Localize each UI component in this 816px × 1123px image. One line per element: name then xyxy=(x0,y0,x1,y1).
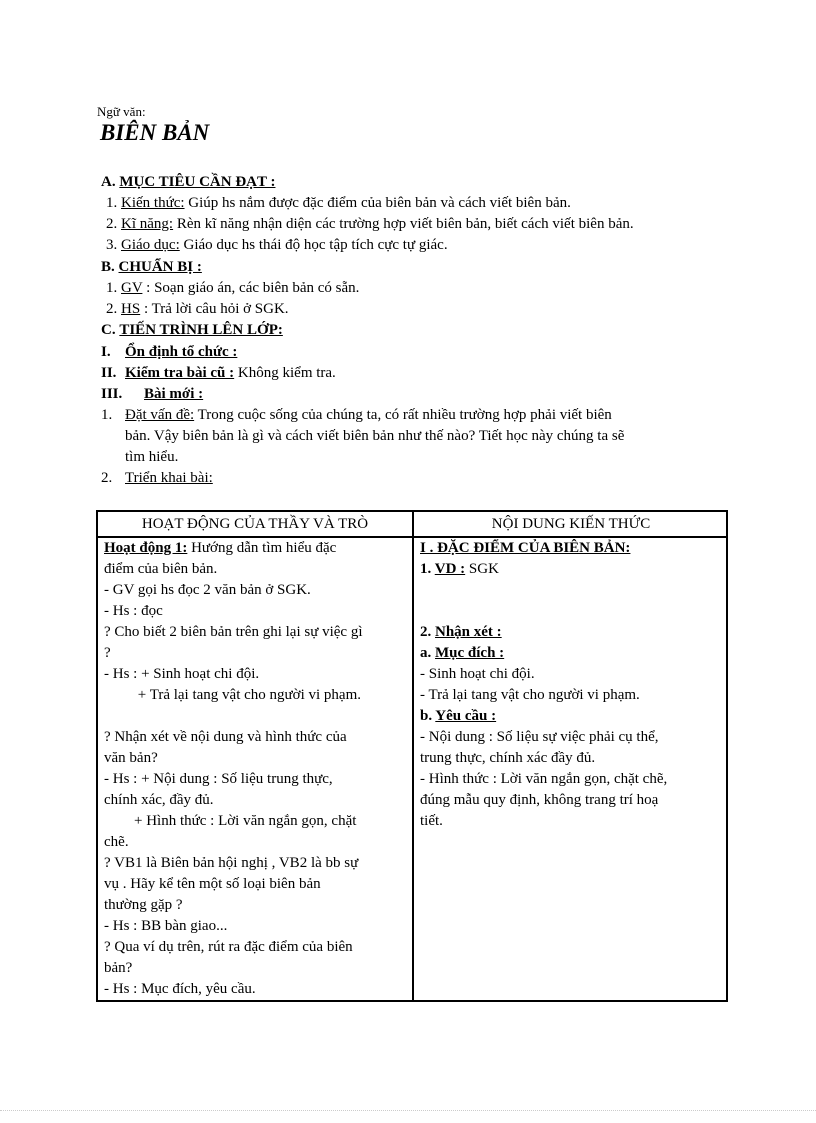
roman-item-2: II. Kiểm tra bài cũ : Không kiểm tra. xyxy=(101,365,336,381)
left-line: ? VB1 là Biên bản hội nghị , VB2 là bb sự xyxy=(104,855,359,871)
right-line: trung thực, chính xác đầy đủ. xyxy=(420,750,596,766)
roman-item-3: III. Bài mới : xyxy=(101,386,204,402)
muc-dich-heading: a. Mục đích : xyxy=(420,645,505,661)
knowledge-heading: I . ĐẶC ĐIỂM CỦA BIÊN BẢN: xyxy=(420,540,631,556)
section-a-item-2: 2. Kĩ năng: Rèn kĩ năng nhận diện các trường hợp viết biên bản, biết cách viết biên bản. xyxy=(106,216,634,232)
yeu-cau-heading: b. Yêu cầu : xyxy=(420,708,497,724)
step-1-line-2: bản. Vậy biên bản là gì và cách viết biên bản như thế nào? Tiết học này chúng ta sẽ xyxy=(125,428,625,444)
table-header-right: NỘI DUNG KIẾN THỨC xyxy=(491,516,651,532)
table-header-left: HOẠT ĐỘNG CỦA THẦY VÀ TRÒ xyxy=(141,516,369,532)
left-line xyxy=(104,706,363,727)
section-c-heading: C. TIẾN TRÌNH LÊN LỚP: xyxy=(101,322,283,338)
step-1-line-1: 1. Đặt vấn đề: Trong cuộc sống của chúng ta, có rất nhiều trường hợp phải viết biên xyxy=(101,407,612,423)
section-b-heading: B. CHUẨN BỊ : xyxy=(101,259,202,275)
subject-label: Ngữ văn: xyxy=(97,104,146,119)
section-a-heading: A. MỤC TIÊU CẦN ĐẠT : xyxy=(101,174,276,190)
right-line: - Nội dung : Số liệu sự việc phải cụ thể, xyxy=(420,729,659,745)
table-left-cell xyxy=(104,538,363,1000)
left-line: văn bản? xyxy=(104,750,158,766)
left-line: vụ . Hãy kể tên một số loại biên bản xyxy=(104,876,321,892)
page-title: BIÊN BẢN xyxy=(100,120,210,145)
left-line: chẽ. xyxy=(104,834,129,850)
left-line: - Hs : Mục đích, yêu cầu. xyxy=(104,981,256,997)
left-line: ? Cho biết 2 biên bản trên ghi lại sự việc gì xyxy=(104,624,363,640)
left-line: - Hs : + Nội dung : Số liệu trung thực, xyxy=(104,771,333,787)
left-line: - Hs : + Sinh hoạt chi đội. xyxy=(104,666,260,682)
section-b-item-1: 1. GV : Soạn giáo án, các biên bản có sẵn. xyxy=(106,280,360,296)
right-line: - Hình thức : Lời văn ngắn gọn, chặt chẽ, xyxy=(420,771,668,787)
right-line: - Trả lại tang vật cho người vi phạm. xyxy=(420,687,640,703)
right-line: - Sinh hoạt chi đội. xyxy=(420,666,535,682)
right-line: tiết. xyxy=(420,813,443,829)
left-line: bản? xyxy=(104,960,133,976)
right-line: đúng mẫu quy định, không trang trí hoạ xyxy=(420,792,659,808)
left-line: điểm của biên bản. xyxy=(104,561,218,577)
table-column-divider xyxy=(412,512,414,1000)
activity-heading: Hoạt động 1: Hướng dẫn tìm hiểu đặc xyxy=(104,540,337,556)
left-line: ? Nhận xét về nội dung và hình thức của xyxy=(104,729,347,745)
left-line: chính xác, đầy đủ. xyxy=(104,792,214,808)
left-line: ? Qua ví dụ trên, rút ra đặc điểm của biên xyxy=(104,939,353,955)
page-bottom-rule xyxy=(0,1110,816,1111)
left-line: - Hs : BB bàn giao... xyxy=(104,918,228,934)
left-line: - GV gọi hs đọc 2 văn bản ở SGK. xyxy=(104,582,311,598)
left-line: + Hình thức : Lời văn ngắn gọn, chặt xyxy=(104,813,357,829)
table-right-cell xyxy=(420,538,667,832)
section-a-item-3: 3. Giáo dục: Giáo dục hs thái độ học tập tích cực tự giác. xyxy=(106,237,448,253)
left-line: - Hs : đọc xyxy=(104,603,163,619)
step-2: 2. Triển khai bài: xyxy=(101,470,213,486)
vd-line: 1. VD : SGK xyxy=(420,561,499,577)
nhan-xet-heading: 2. Nhận xét : xyxy=(420,624,502,640)
left-line: + Trả lại tang vật cho người vi phạm. xyxy=(104,687,361,703)
section-b-item-2: 2. HS : Trả lời câu hỏi ở SGK. xyxy=(106,301,289,317)
roman-item-1: I. Ổn định tổ chức : xyxy=(101,344,238,360)
section-a-item-1: 1. Kiến thức: Giúp hs nắm được đặc điểm của biên bản và cách viết biên bản. xyxy=(106,195,571,211)
left-line: thường gặp ? xyxy=(104,897,183,913)
left-line: ? xyxy=(104,645,111,661)
step-1-line-3: tìm hiểu. xyxy=(125,449,179,465)
lesson-table xyxy=(96,510,728,1002)
